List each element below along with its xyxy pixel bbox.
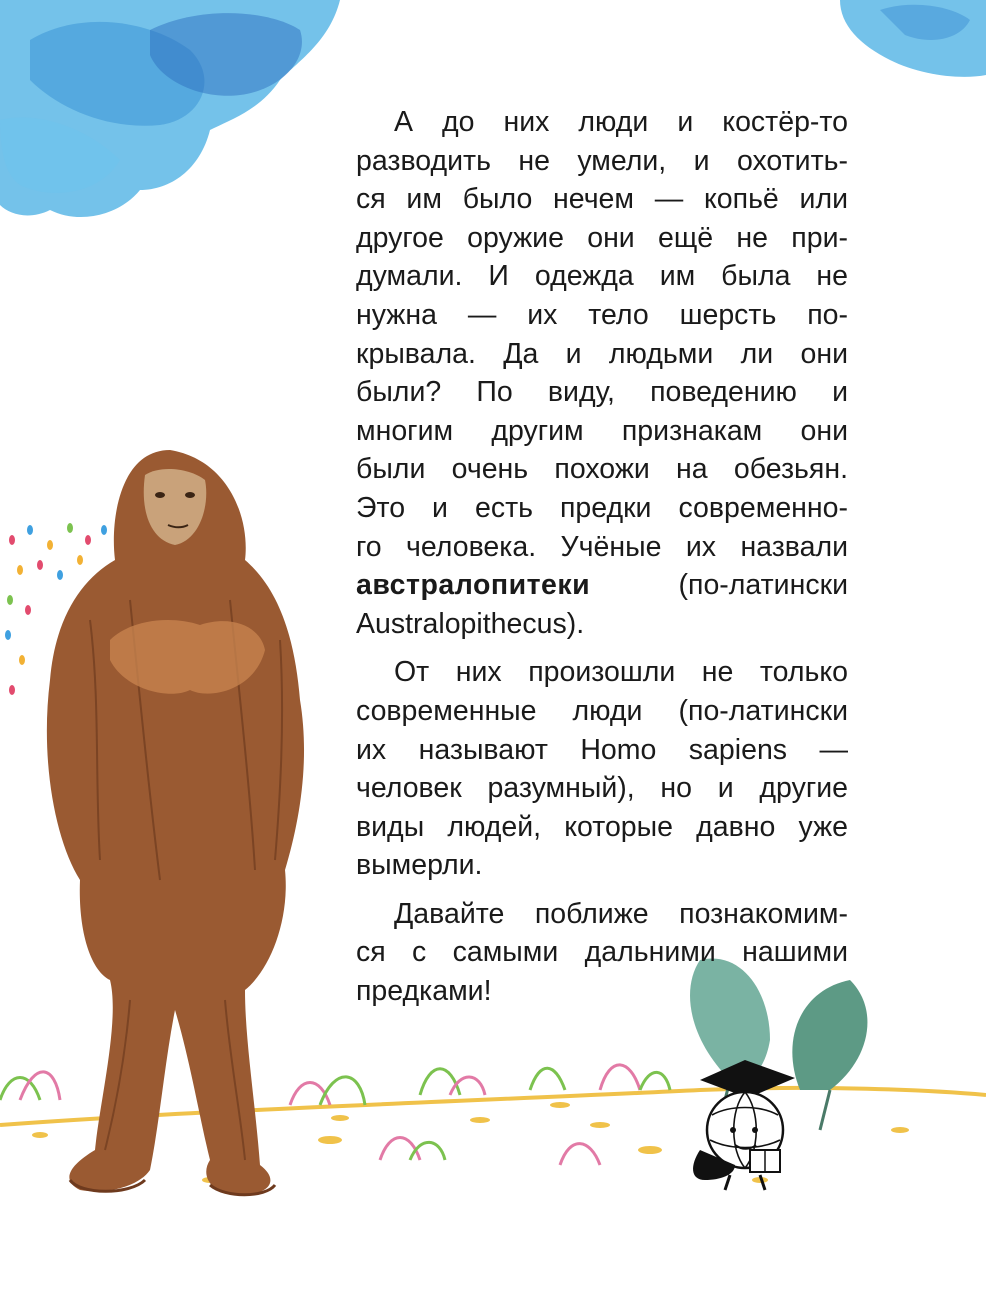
text-line: вымерли. [356, 849, 483, 882]
text-line-term [356, 566, 848, 605]
text-line: Давайте поближе познакомим- [394, 897, 848, 930]
cloud-illustration [840, 0, 986, 77]
text-line: нужна — их тело шерсть по- [356, 298, 848, 331]
text-line: ся им было нечем — копьё или [356, 183, 848, 216]
text-line: го человека. Учёные их назвали [356, 530, 848, 563]
text-line: Это и есть предки современно- [356, 491, 848, 524]
term-australopithecus: австралопитеки [356, 569, 591, 602]
text-line: А до них люди и костёр-то [394, 106, 848, 138]
term-latin-note: (по-латински [678, 569, 848, 602]
text-line: От них произошли не только [394, 656, 848, 689]
text-line: человек разумный), но и другие [356, 772, 848, 805]
body-text [356, 103, 848, 1021]
text-line: ся с самыми дальними нашими [356, 936, 848, 969]
text-line: думали. И одежда им была не [356, 260, 848, 293]
text-line: разводить не умели, и охотить- [356, 144, 848, 177]
text-line: многим другим признакам они [356, 414, 848, 447]
australopithecus-illustration [47, 450, 304, 1195]
text-line: крывала. Да и людьми ли они [356, 337, 848, 370]
paragraph-3 [356, 895, 848, 1011]
text-line: были? По виду, поведению и [356, 376, 848, 409]
text-line: их называют Homo sapiens — [356, 733, 848, 766]
text-line: другое оружие они ещё не при- [356, 221, 848, 254]
paragraph-1 [356, 103, 848, 643]
text-line: Australopithecus). [356, 607, 585, 640]
text-line: предками! [356, 975, 492, 1008]
text-line: современные люди (по-латински [356, 694, 848, 727]
cloud-illustration [0, 0, 340, 217]
text-line: виды людей, которые давно уже [356, 810, 848, 843]
text-line: были очень похожи на обезьян. [356, 453, 848, 486]
globe-mascot-icon [693, 1060, 795, 1190]
paragraph-2 [356, 653, 848, 885]
